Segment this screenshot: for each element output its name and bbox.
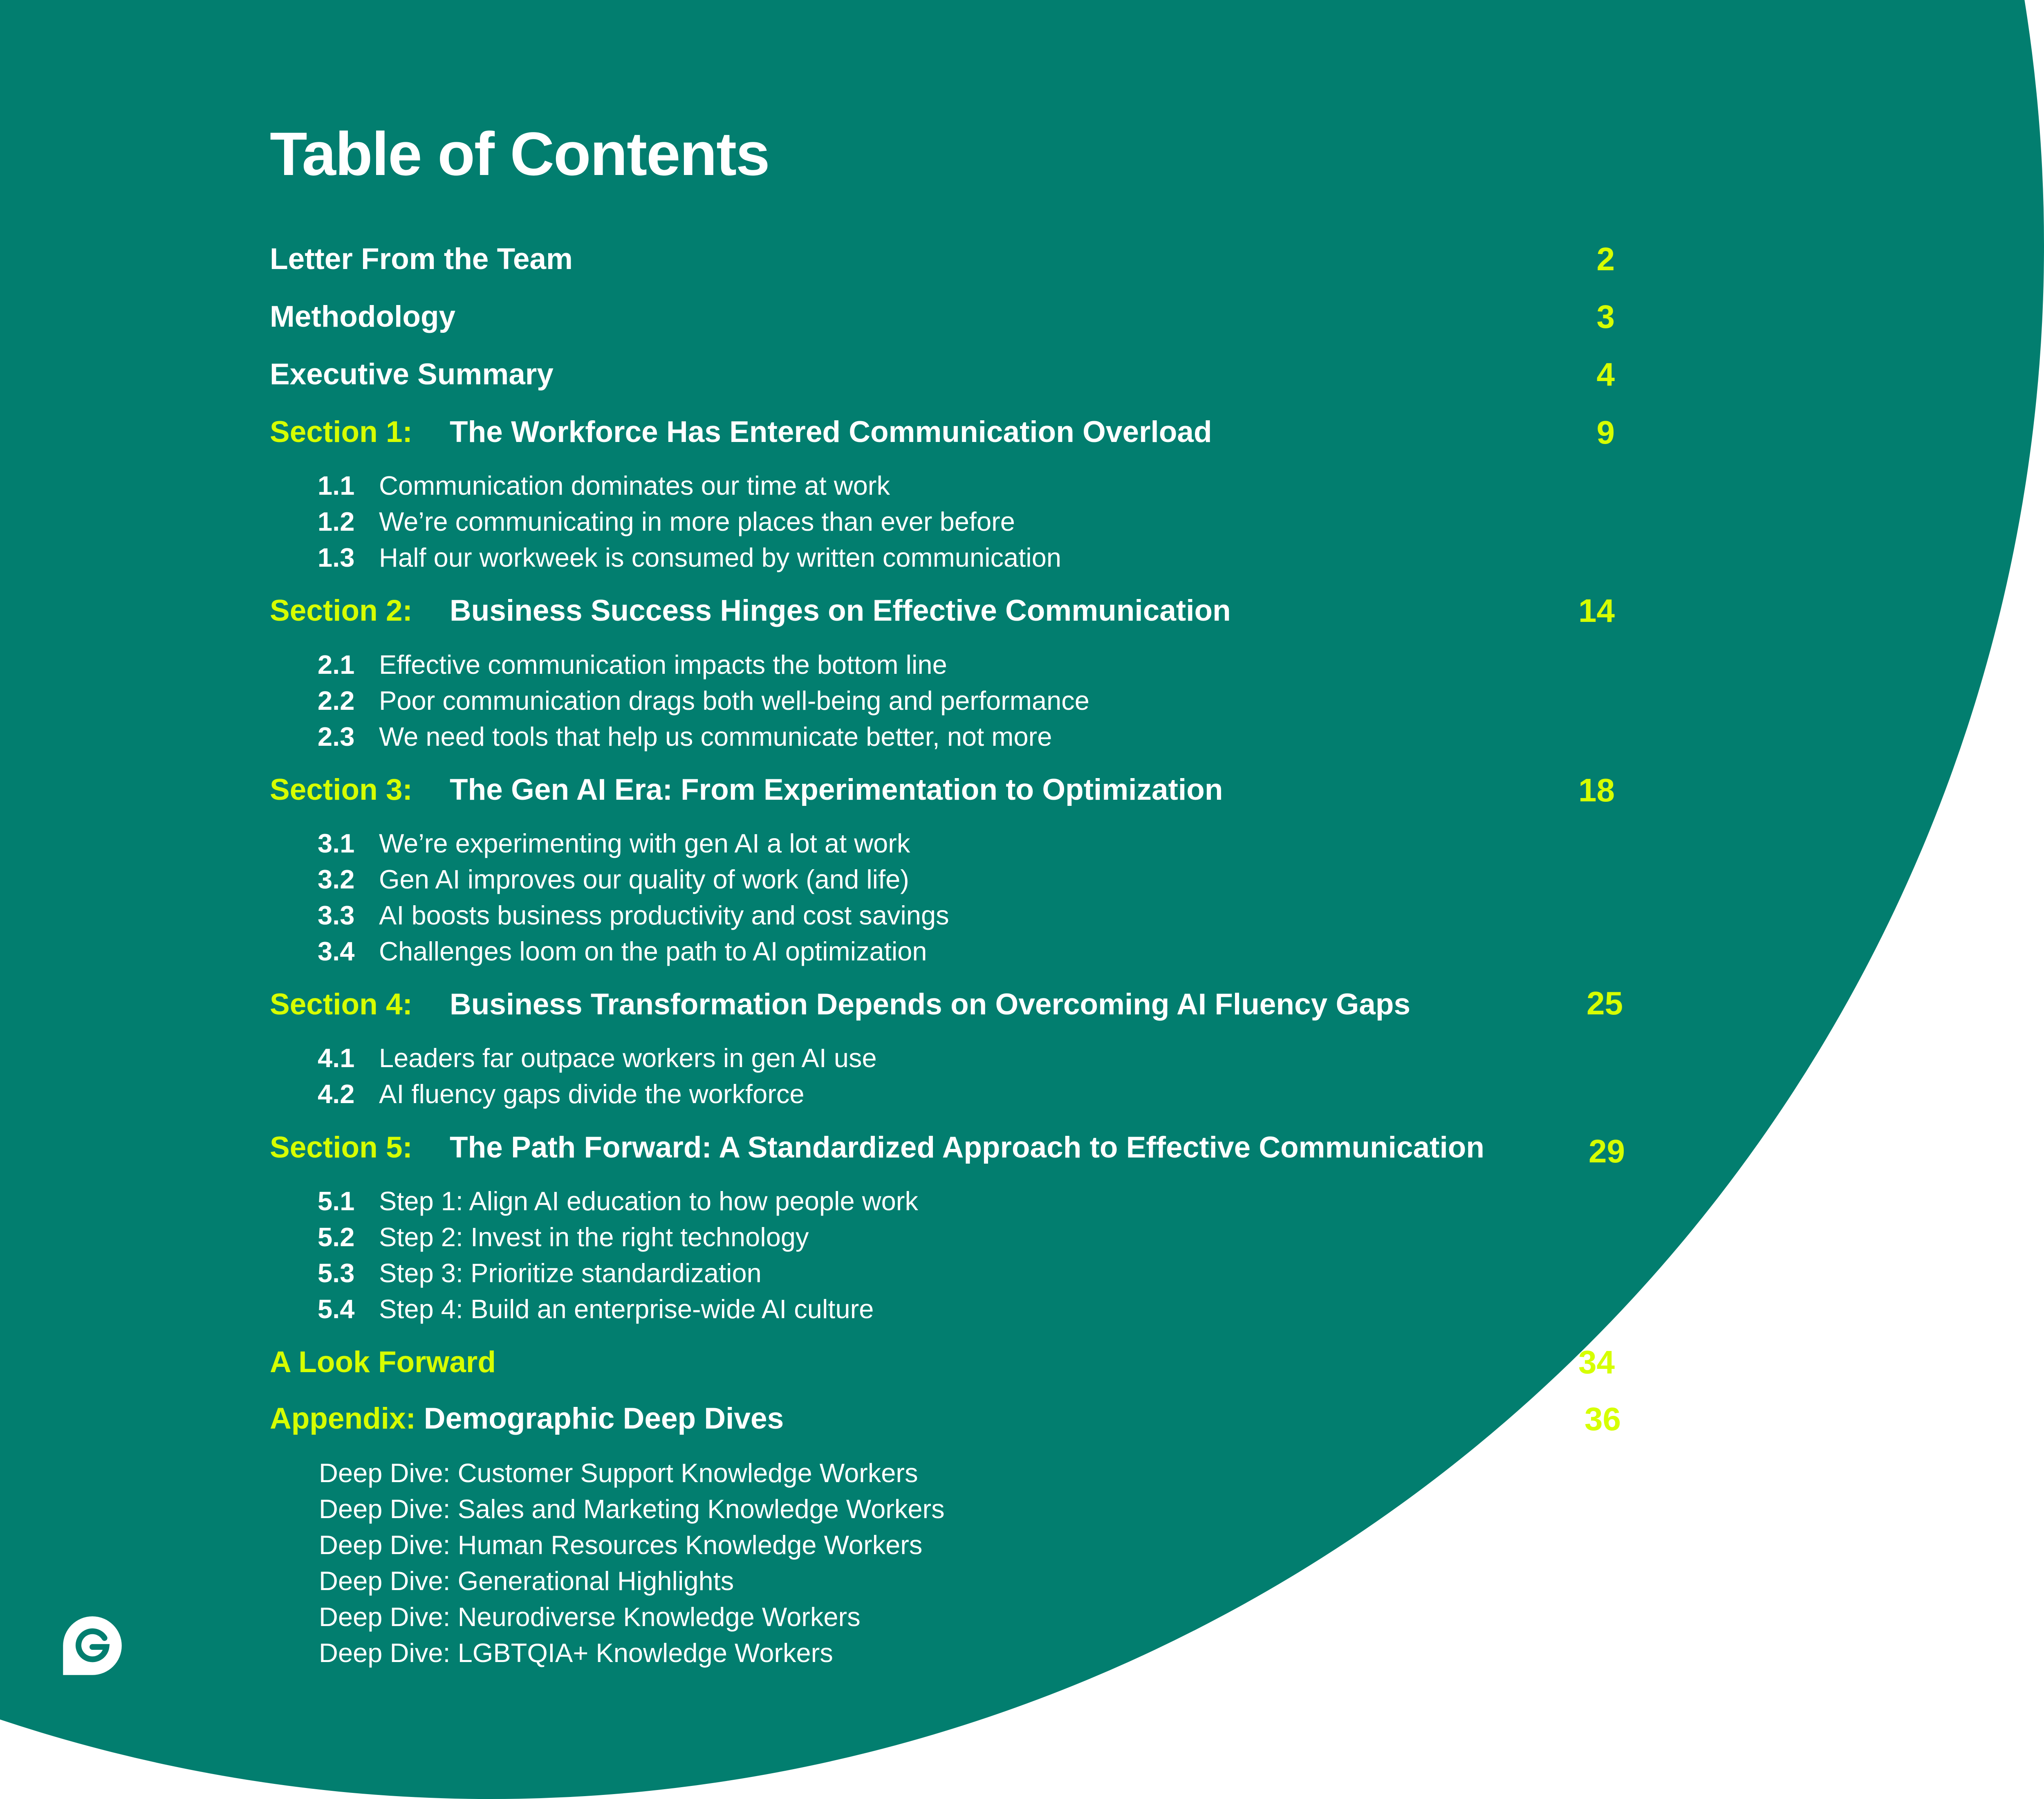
section-lead: Section 2: bbox=[270, 594, 412, 627]
toc-deep-dive-item[interactable]: Deep Dive: Sales and Marketing Knowledge Workers bbox=[319, 1494, 945, 1524]
subitem-number: 2.1 bbox=[318, 650, 355, 680]
toc-deep-dive-item[interactable]: Deep Dive: Human Resources Knowledge Workers bbox=[319, 1530, 923, 1560]
toc-deep-dive-item[interactable]: Deep Dive: Generational Highlights bbox=[319, 1566, 734, 1596]
toc-page-look-forward: 34 bbox=[1578, 1344, 1615, 1380]
toc-subitem[interactable] bbox=[318, 1222, 809, 1252]
toc-subitem[interactable] bbox=[318, 828, 910, 859]
subitem-text: Effective communication impacts the bottom line bbox=[379, 650, 947, 680]
toc-appendix[interactable] bbox=[270, 1402, 784, 1436]
toc-subitem[interactable] bbox=[318, 936, 927, 967]
subitem-number: 2.3 bbox=[318, 722, 355, 751]
toc-entry-label: A Look Forward bbox=[270, 1346, 496, 1379]
subitem-number: 1.3 bbox=[318, 543, 355, 572]
section-lead: Section 5: bbox=[270, 1131, 412, 1164]
toc-page-section-2: 14 bbox=[1578, 592, 1615, 629]
subitem-number: 5.3 bbox=[318, 1258, 355, 1288]
toc-subitem[interactable] bbox=[318, 685, 1089, 716]
subitem-text: Communication dominates our time at work bbox=[379, 471, 890, 500]
subitem-number: 3.2 bbox=[318, 864, 355, 894]
subitem-number: 3.3 bbox=[318, 900, 355, 930]
appendix-heading: Demographic Deep Dives bbox=[424, 1402, 784, 1435]
section-heading: The Path Forward: A Standardized Approach to Effective Communication bbox=[450, 1131, 1484, 1164]
subitem-number: 4.1 bbox=[318, 1043, 355, 1073]
toc-page-methodology: 3 bbox=[1596, 298, 1615, 335]
subitem-text: Poor communication drags both well-being and performance bbox=[379, 686, 1089, 716]
subitem-number: 5.1 bbox=[318, 1186, 355, 1216]
section-lead: Section 1: bbox=[270, 415, 412, 449]
section-heading: The Workforce Has Entered Communication Overload bbox=[450, 415, 1212, 449]
toc-page-section-3: 18 bbox=[1578, 772, 1615, 808]
g-logo-icon bbox=[61, 1613, 124, 1678]
subitem-text: Step 3: Prioritize standardization bbox=[379, 1258, 762, 1288]
toc-entry-executive-summary[interactable] bbox=[270, 357, 554, 391]
subitem-text: Leaders far outpace workers in gen AI use bbox=[379, 1043, 877, 1073]
subitem-number: 2.2 bbox=[318, 686, 355, 716]
section-heading: Business Transformation Depends on Overcoming AI Fluency Gaps bbox=[450, 988, 1411, 1021]
toc-section-2[interactable] bbox=[270, 594, 1231, 628]
section-lead: Section 3: bbox=[270, 773, 412, 806]
subitem-number: 1.1 bbox=[318, 471, 355, 500]
toc-entry-label: Methodology bbox=[270, 300, 456, 333]
toc-subitem[interactable] bbox=[318, 721, 1052, 752]
page-title: Table of Contents bbox=[270, 119, 769, 188]
toc-section-5[interactable] bbox=[270, 1131, 1484, 1164]
subitem-text: Step 2: Invest in the right technology bbox=[379, 1222, 809, 1252]
toc-subitem[interactable] bbox=[318, 1079, 805, 1109]
toc-subitem[interactable] bbox=[318, 506, 1015, 537]
toc-subitem[interactable] bbox=[318, 1043, 877, 1073]
toc-subitem[interactable] bbox=[318, 1294, 874, 1324]
toc-subitem[interactable] bbox=[318, 542, 1061, 573]
subitem-text: We’re experimenting with gen AI a lot at work bbox=[379, 828, 910, 858]
subitem-text: Step 4: Build an enterprise-wide AI culture bbox=[379, 1294, 874, 1324]
section-heading: Business Success Hinges on Effective Communication bbox=[450, 594, 1231, 627]
toc-subitem[interactable] bbox=[318, 649, 947, 680]
toc-entry-label: Executive Summary bbox=[270, 358, 554, 391]
subitem-number: 1.2 bbox=[318, 507, 355, 536]
appendix-lead: Appendix: bbox=[270, 1402, 416, 1435]
subitem-text: Challenges loom on the path to AI optimization bbox=[379, 936, 927, 966]
subitem-text: AI boosts business productivity and cost savings bbox=[379, 900, 949, 930]
subitem-number: 4.2 bbox=[318, 1079, 355, 1109]
subitem-text: AI fluency gaps divide the workforce bbox=[379, 1079, 805, 1109]
toc-entry-methodology[interactable] bbox=[270, 300, 455, 334]
toc-page-letter: 2 bbox=[1596, 241, 1615, 277]
subitem-text: Step 1: Align AI education to how people work bbox=[379, 1186, 918, 1216]
toc-page-executive-summary: 4 bbox=[1596, 356, 1615, 393]
toc-section-3[interactable] bbox=[270, 773, 1223, 807]
subitem-number: 3.4 bbox=[318, 936, 355, 966]
subitem-text: Gen AI improves our quality of work (and life) bbox=[379, 864, 909, 894]
toc-page-section-4: 25 bbox=[1587, 985, 1623, 1021]
section-heading: The Gen AI Era: From Experimentation to Optimization bbox=[450, 773, 1223, 806]
toc-deep-dive-item[interactable]: Deep Dive: LGBTQIA+ Knowledge Workers bbox=[319, 1638, 833, 1668]
toc-deep-dive-item[interactable]: Deep Dive: Customer Support Knowledge Workers bbox=[319, 1458, 918, 1488]
subitem-text: We need tools that help us communicate better, not more bbox=[379, 722, 1052, 751]
toc-subitem[interactable] bbox=[318, 864, 909, 895]
toc-entry-look-forward[interactable] bbox=[270, 1345, 496, 1379]
subitem-number: 3.1 bbox=[318, 828, 355, 858]
toc-subitem[interactable] bbox=[318, 1258, 762, 1288]
toc-subitem[interactable] bbox=[318, 900, 949, 931]
subitem-number: 5.4 bbox=[318, 1294, 355, 1324]
toc-page-appendix: 36 bbox=[1585, 1401, 1621, 1437]
subitem-text: We’re communicating in more places than ever before bbox=[379, 507, 1015, 536]
toc-deep-dive-item[interactable]: Deep Dive: Neurodiverse Knowledge Workers bbox=[319, 1602, 861, 1632]
toc-section-4[interactable] bbox=[270, 987, 1410, 1021]
toc-section-1[interactable] bbox=[270, 415, 1212, 449]
section-lead: Section 4: bbox=[270, 988, 412, 1021]
toc-page-section-5: 29 bbox=[1589, 1133, 1625, 1169]
subitem-text: Half our workweek is consumed by written communication bbox=[379, 543, 1061, 572]
toc-subitem[interactable] bbox=[318, 1186, 918, 1216]
toc-entry-label: Letter From the Team bbox=[270, 242, 573, 276]
toc-entry-letter[interactable] bbox=[270, 242, 573, 276]
subitem-number: 5.2 bbox=[318, 1222, 355, 1252]
toc-page-section-1: 9 bbox=[1596, 414, 1615, 451]
toc-subitem[interactable] bbox=[318, 470, 890, 501]
